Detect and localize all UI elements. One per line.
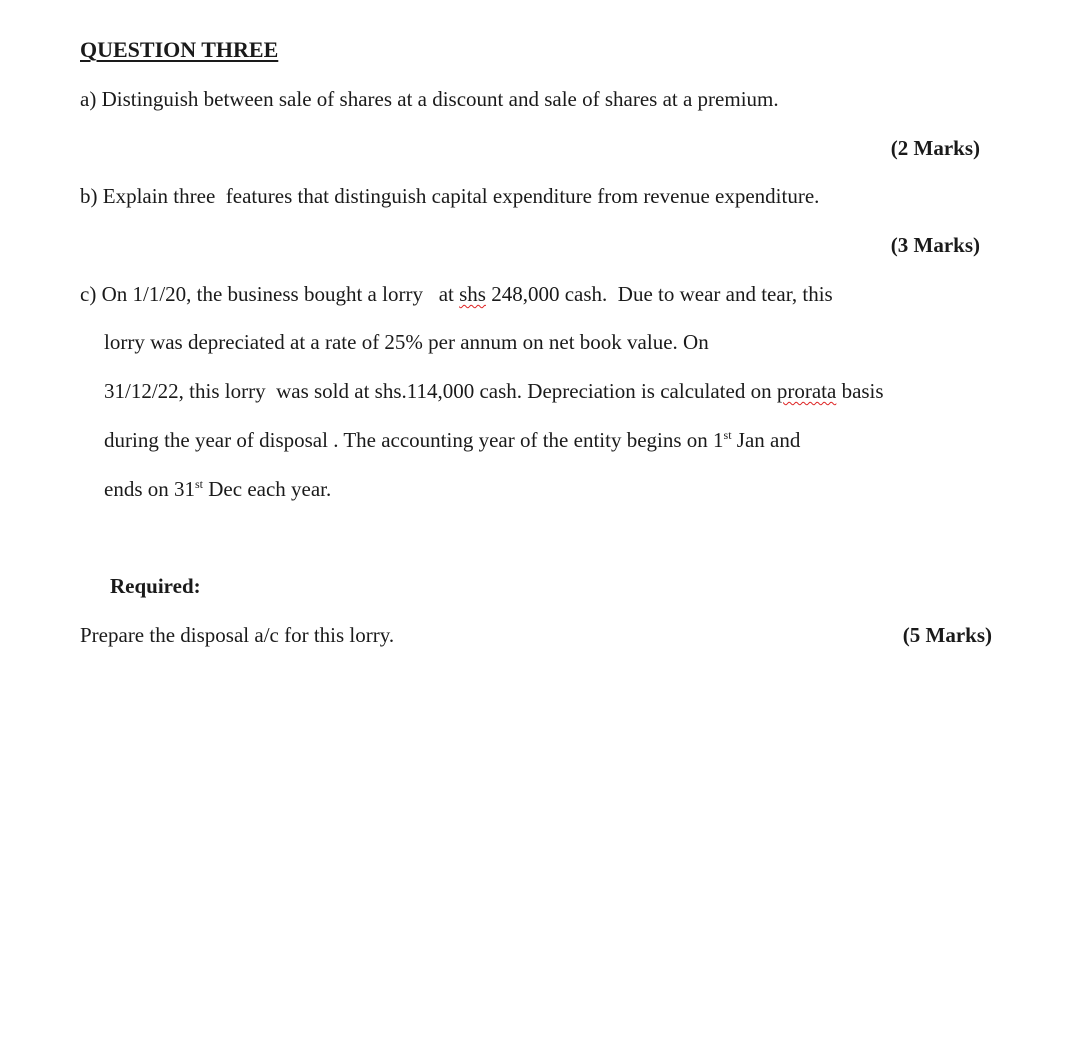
part-c-line-5 — [104, 479, 331, 500]
ordinal-suffix: st — [195, 477, 204, 491]
part-c-line-5-start: ends on 31 — [104, 477, 195, 501]
instruction-text: Prepare the disposal a/c for this lorry. — [80, 623, 395, 647]
spellcheck-word-prorata: prorata — [776, 379, 837, 403]
question-title: QUESTION THREE — [80, 37, 279, 62]
spellcheck-word-shs: shs — [459, 282, 486, 306]
part-c-line-4-end: Jan and — [731, 428, 801, 452]
part-c-line-4-start: during the year of disposal . The accounting year of the entity begins on 1 — [104, 428, 724, 452]
part-c-line-3 — [104, 381, 884, 402]
part-c-line-3-start: 31/12/22, this lorry was sold at shs.114,000 cash. Depreciation is calculated on — [104, 379, 777, 403]
part-b-text: b) Explain three features that distinguish capital expenditure from revenue expenditure. — [80, 184, 820, 208]
part-c-line-2: lorry was depreciated at a rate of 25% per annum on net book value. On — [104, 330, 709, 354]
part-c-line-1-end: 248,000 cash. Due to wear and tear, this — [485, 282, 833, 306]
instruction-marks: (5 Marks) — [902, 623, 992, 647]
part-c-line-1-start: c) On 1/1/20, the business bought a lorry at — [80, 282, 460, 306]
part-c-line-5-end: Dec each year. — [203, 477, 332, 501]
part-c-line-1 — [80, 284, 833, 305]
ordinal-suffix: st — [723, 428, 732, 442]
part-c-line-3-end: basis — [836, 379, 884, 403]
required-label: Required: — [110, 574, 201, 598]
part-b-marks: (3 Marks) — [890, 233, 980, 257]
part-a-marks: (2 Marks) — [890, 136, 980, 160]
part-a-text: a) Distinguish between sale of shares at a discount and sale of shares at a premium. — [80, 87, 779, 111]
part-c-line-4 — [104, 430, 800, 451]
